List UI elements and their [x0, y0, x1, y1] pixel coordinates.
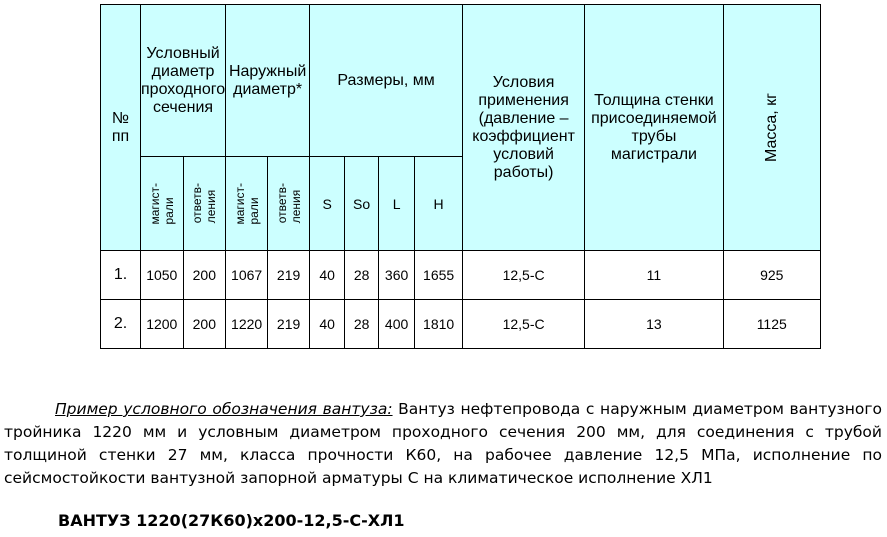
header-row-main — [101, 5, 821, 157]
header-h: H — [415, 157, 463, 251]
example-text: Вантуз нефтепровода с наружным диаметром вантузного тройника 1220 мм и условным диаметром проходного сечения 200 мм, для соединения с трубой толщиной стенки 27 мм, класса прочности К60, на рабочее давление 12,5 МПа, исполнение по сейсмостойкости вантузной запорной арматуры С на климатическое исполнение ХЛ1 — [4, 400, 883, 487]
row1-pp: 1. — [101, 251, 141, 300]
header-dn-branch — [183, 157, 226, 251]
row1-h: 1655 — [415, 251, 463, 300]
table-row — [101, 300, 821, 349]
header-od-main — [226, 157, 268, 251]
header-od-branch — [268, 157, 310, 251]
header-nominal-diameter: Условный диаметр проходного сечения — [141, 5, 226, 157]
header-dn-main-label: магист- рали — [147, 182, 176, 225]
row1-l: 360 — [379, 251, 415, 300]
spec-table — [100, 4, 821, 349]
row1-od-main: 1067 — [226, 251, 268, 300]
row2-s: 40 — [310, 300, 345, 349]
row2-od-main: 1220 — [226, 300, 268, 349]
header-s: S — [310, 157, 345, 251]
example-paragraph — [4, 398, 882, 490]
row1-so: 28 — [345, 251, 379, 300]
table-row — [101, 251, 821, 300]
header-conditions: Условия применения (давление – коэффициент условий работы) — [463, 5, 585, 251]
row1-s: 40 — [310, 251, 345, 300]
row2-conditions: 12,5-С — [463, 300, 585, 349]
row1-dn-branch: 200 — [183, 251, 226, 300]
row2-dn-main: 1200 — [141, 300, 184, 349]
row2-mass: 1125 — [723, 300, 820, 349]
header-pp: № пп — [101, 5, 141, 251]
header-sizes: Размеры, мм — [310, 5, 463, 157]
row2-l: 400 — [379, 300, 415, 349]
row2-h: 1810 — [415, 300, 463, 349]
designation-code: ВАНТУЗ 1220(27К60)х200-12,5-С-ХЛ1 — [58, 511, 405, 530]
row1-conditions: 12,5-С — [463, 251, 585, 300]
header-dn-branch-label: ответв- ления — [190, 183, 219, 224]
header-mass-label: Масса, кг — [762, 92, 780, 163]
row2-od-branch: 219 — [268, 300, 310, 349]
header-mass — [723, 5, 820, 251]
row2-dn-branch: 200 — [183, 300, 226, 349]
header-so: So — [345, 157, 379, 251]
header-od-branch-label: ответв- ления — [274, 183, 303, 224]
row2-so: 28 — [345, 300, 379, 349]
row1-dn-main: 1050 — [141, 251, 184, 300]
header-dn-main — [141, 157, 184, 251]
header-od-main-label: магист- рали — [232, 182, 261, 225]
header-wall-thickness: Толщина стенки присоединяемой трубы магистрали — [585, 5, 724, 251]
header-outer-diameter: Наружный диаметр* — [226, 5, 310, 157]
row2-pp: 2. — [101, 300, 141, 349]
header-l: L — [379, 157, 415, 251]
row2-wall: 13 — [585, 300, 724, 349]
row1-od-branch: 219 — [268, 251, 310, 300]
example-heading: Пример условного обозначения вантуза: — [55, 400, 393, 418]
row1-wall: 11 — [585, 251, 724, 300]
row1-mass: 925 — [723, 251, 820, 300]
